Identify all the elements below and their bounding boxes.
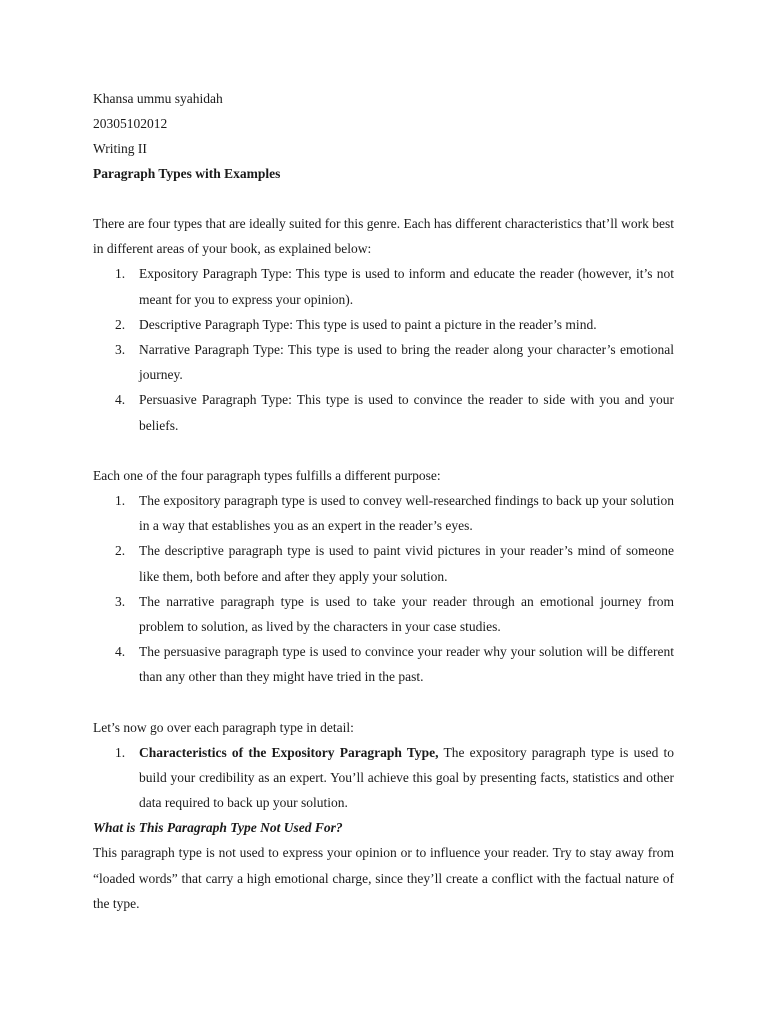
- purpose-paragraph: Each one of the four paragraph types fulfills a different purpose:: [93, 467, 441, 483]
- list-item-text: The expository paragraph type is used to build your credibility as an expert. You’ll achieve this goal by presenting facts, statistics and other data required to back up your solution.: [139, 744, 674, 811]
- list-number: 1.: [115, 266, 126, 282]
- document-page: [93, 86, 674, 916]
- body-paragraph: This paragraph type is not used to express your opinion or to influence your reader. Try to stay away from “loaded words” that carry a high emotional charge, since they’ll create a conflict with the factual nature of the type.: [93, 845, 674, 911]
- intro-list: [93, 261, 674, 437]
- list-item-text: Descriptive Paragraph Type: This type is used to paint a picture in the reader’s mind.: [139, 316, 597, 332]
- list-number: 4.: [115, 644, 126, 660]
- list-item-text: The expository paragraph type is used to convey well-researched findings to back up your solution in a way that establishes you as an expert in the reader’s eyes.: [139, 493, 674, 534]
- list-item: [93, 488, 674, 538]
- list-item: [93, 387, 674, 437]
- list-item: [93, 538, 674, 588]
- list-item: [93, 740, 674, 816]
- detail-paragraph: Let’s now go over each paragraph type in detail:: [93, 719, 354, 735]
- list-number: 2.: [115, 316, 126, 332]
- list-item: [93, 639, 674, 689]
- author-name: Khansa ummu syahidah: [93, 91, 223, 106]
- course-name: Writing II: [93, 141, 147, 156]
- purpose-list: [93, 488, 674, 690]
- subheading: What is This Paragraph Type Not Used For?: [93, 820, 343, 836]
- spacer: [93, 186, 674, 211]
- list-number: 4.: [115, 392, 126, 408]
- list-item: [93, 261, 674, 311]
- list-number: 1.: [115, 744, 126, 760]
- list-item-lead: Characteristics of the Expository Paragraph Type,: [139, 744, 439, 760]
- detail-list: [93, 740, 674, 816]
- list-item-text: The descriptive paragraph type is used to paint vivid pictures in your reader’s mind of someone like them, both before and after they apply your solution.: [139, 543, 674, 584]
- intro-paragraph: There are four types that are ideally suited for this genre. Each has different characteristics that’ll work best in different areas of your book, as explained below:: [93, 216, 674, 257]
- list-item-text: The narrative paragraph type is used to take your reader through an emotional journey from problem to solution, as lived by the characters in your case studies.: [139, 593, 674, 635]
- list-number: 2.: [115, 543, 126, 559]
- spacer: [93, 438, 674, 463]
- list-item-text: Narrative Paragraph Type: This type is used to bring the reader along your character’s emotional journey.: [139, 342, 674, 383]
- list-item: [93, 312, 674, 337]
- list-item: [93, 589, 674, 639]
- student-id: 20305102012: [93, 116, 168, 131]
- document-title: Paragraph Types with Examples: [93, 166, 281, 181]
- list-item-text: The persuasive paragraph type is used to convince your reader why your solution will be different than any other than they might have tried in the past.: [139, 644, 674, 685]
- list-number: 1.: [115, 493, 126, 509]
- list-number: 3.: [115, 342, 126, 358]
- list-number: 3.: [115, 593, 126, 609]
- list-item-text: Persuasive Paragraph Type: This type is used to convince the reader to side with you and your beliefs.: [139, 392, 674, 433]
- list-item: [93, 337, 674, 387]
- list-item-text: Expository Paragraph Type: This type is used to inform and educate the reader (however, it’s not meant for you to express your opinion).: [139, 266, 674, 307]
- spacer: [93, 690, 674, 715]
